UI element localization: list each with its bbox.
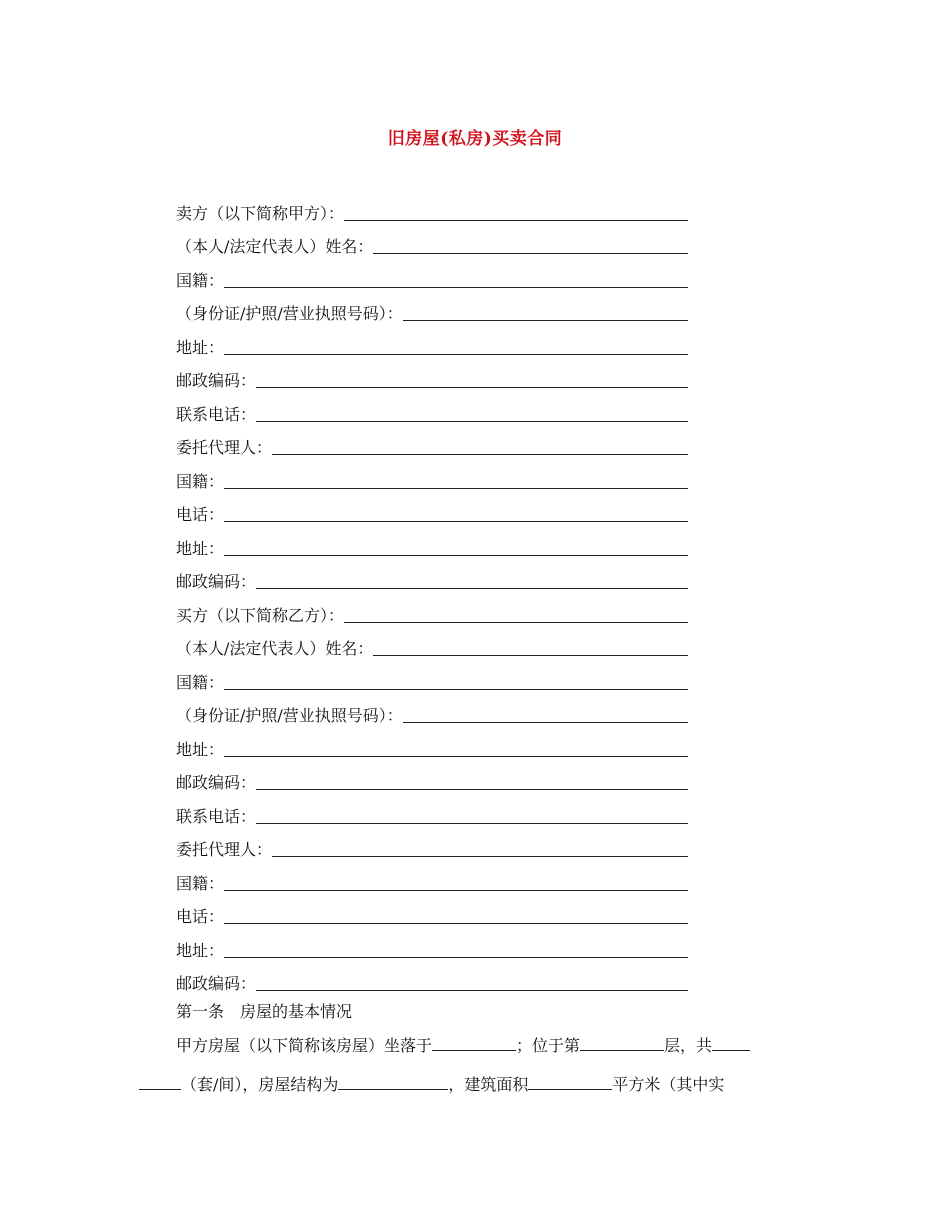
fill-in-line[interactable] [224,688,688,690]
blank-structure[interactable] [338,1088,448,1090]
field-row [176,930,688,964]
fill-in-line[interactable] [224,922,688,924]
fill-in-line[interactable] [224,520,688,522]
field-row [176,193,688,227]
field-row [176,327,688,361]
field-row [176,729,688,763]
fill-in-line[interactable] [403,319,688,321]
field-row [176,897,688,931]
para-text: 甲方房屋（以下简称该房屋）坐落于 [176,1036,433,1055]
fill-in-line[interactable] [344,621,688,623]
field-label: 地址： [176,940,225,960]
field-row [176,763,688,797]
para-text: 层，共 [664,1036,713,1055]
field-row [176,796,688,830]
field-label: 电话： [176,907,225,926]
field-row [176,863,688,897]
field-row [176,361,688,395]
field-row [176,662,688,696]
blank-floor[interactable] [580,1049,664,1051]
fill-in-line[interactable] [256,788,688,790]
field-label: （身份证/护照/营业执照号码）： [176,304,403,323]
field-label: 地址： [176,739,225,759]
para-text: （套/间），房屋结构为 [181,1075,339,1094]
field-row [176,495,688,529]
para-text: 平方米（其中实 [612,1075,725,1094]
field-label: 电话： [176,505,225,524]
blank-total-floors[interactable] [712,1049,750,1051]
field-label: 国籍： [176,270,225,290]
field-row [176,227,688,261]
section-heading: 第一条 房屋的基本情况 [176,1002,353,1021]
fill-in-line[interactable] [256,386,688,388]
fill-in-line[interactable] [272,855,688,857]
field-label: 委托代理人： [176,840,273,859]
field-label: 邮政编码： [176,572,257,591]
field-label: （身份证/护照/营业执照号码）： [176,706,403,725]
fill-in-line[interactable] [224,353,688,355]
party-fields [176,193,688,997]
field-row [176,562,688,596]
field-label: 买方（以下简称乙方）： [176,605,345,625]
field-row [176,595,688,629]
field-row [176,964,688,998]
fill-in-line[interactable] [373,252,688,254]
field-label: 联系电话： [176,404,257,424]
field-row [176,260,688,294]
paragraph-line-2 [139,1072,819,1095]
field-row [176,528,688,562]
field-label: 邮政编码： [176,371,257,390]
fill-in-line[interactable] [224,487,688,489]
field-label: 地址： [176,538,225,558]
field-label: 卖方（以下简称甲方）： [176,203,345,223]
fill-in-line[interactable] [224,554,688,556]
para-text: ；位于第 [516,1036,581,1055]
field-row [176,294,688,328]
field-label: 国籍： [176,471,225,491]
field-label: 国籍： [176,873,225,893]
field-row [176,428,688,462]
blank-area[interactable] [528,1088,612,1090]
field-label: 国籍： [176,672,225,692]
fill-in-line[interactable] [256,822,688,824]
field-row [176,461,688,495]
fill-in-line[interactable] [256,420,688,422]
fill-in-line[interactable] [373,654,688,656]
field-row [176,830,688,864]
field-row [176,629,688,663]
paragraph-line-1 [139,1033,819,1056]
field-label: 委托代理人： [176,438,273,457]
field-label: 邮政编码： [176,974,257,993]
field-label: （本人/法定代表人）姓名： [176,639,374,658]
fill-in-line[interactable] [224,956,688,958]
fill-in-line[interactable] [256,587,688,589]
fill-in-line[interactable] [224,889,688,891]
para-text: ，建筑面积 [448,1075,529,1094]
field-row [176,394,688,428]
blank-location[interactable] [432,1049,516,1051]
fill-in-line[interactable] [224,755,688,757]
field-label: 邮政编码： [176,773,257,792]
fill-in-line[interactable] [272,453,688,455]
fill-in-line[interactable] [403,721,688,723]
document-title: 旧房屋(私房)买卖合同 [387,129,563,149]
field-row [176,696,688,730]
fill-in-line[interactable] [224,286,688,288]
field-label: 联系电话： [176,806,257,826]
fill-in-line[interactable] [344,219,688,221]
fill-in-line[interactable] [256,989,688,991]
field-label: 地址： [176,337,225,357]
field-label: （本人/法定代表人）姓名： [176,237,374,256]
blank-units[interactable] [139,1088,181,1090]
